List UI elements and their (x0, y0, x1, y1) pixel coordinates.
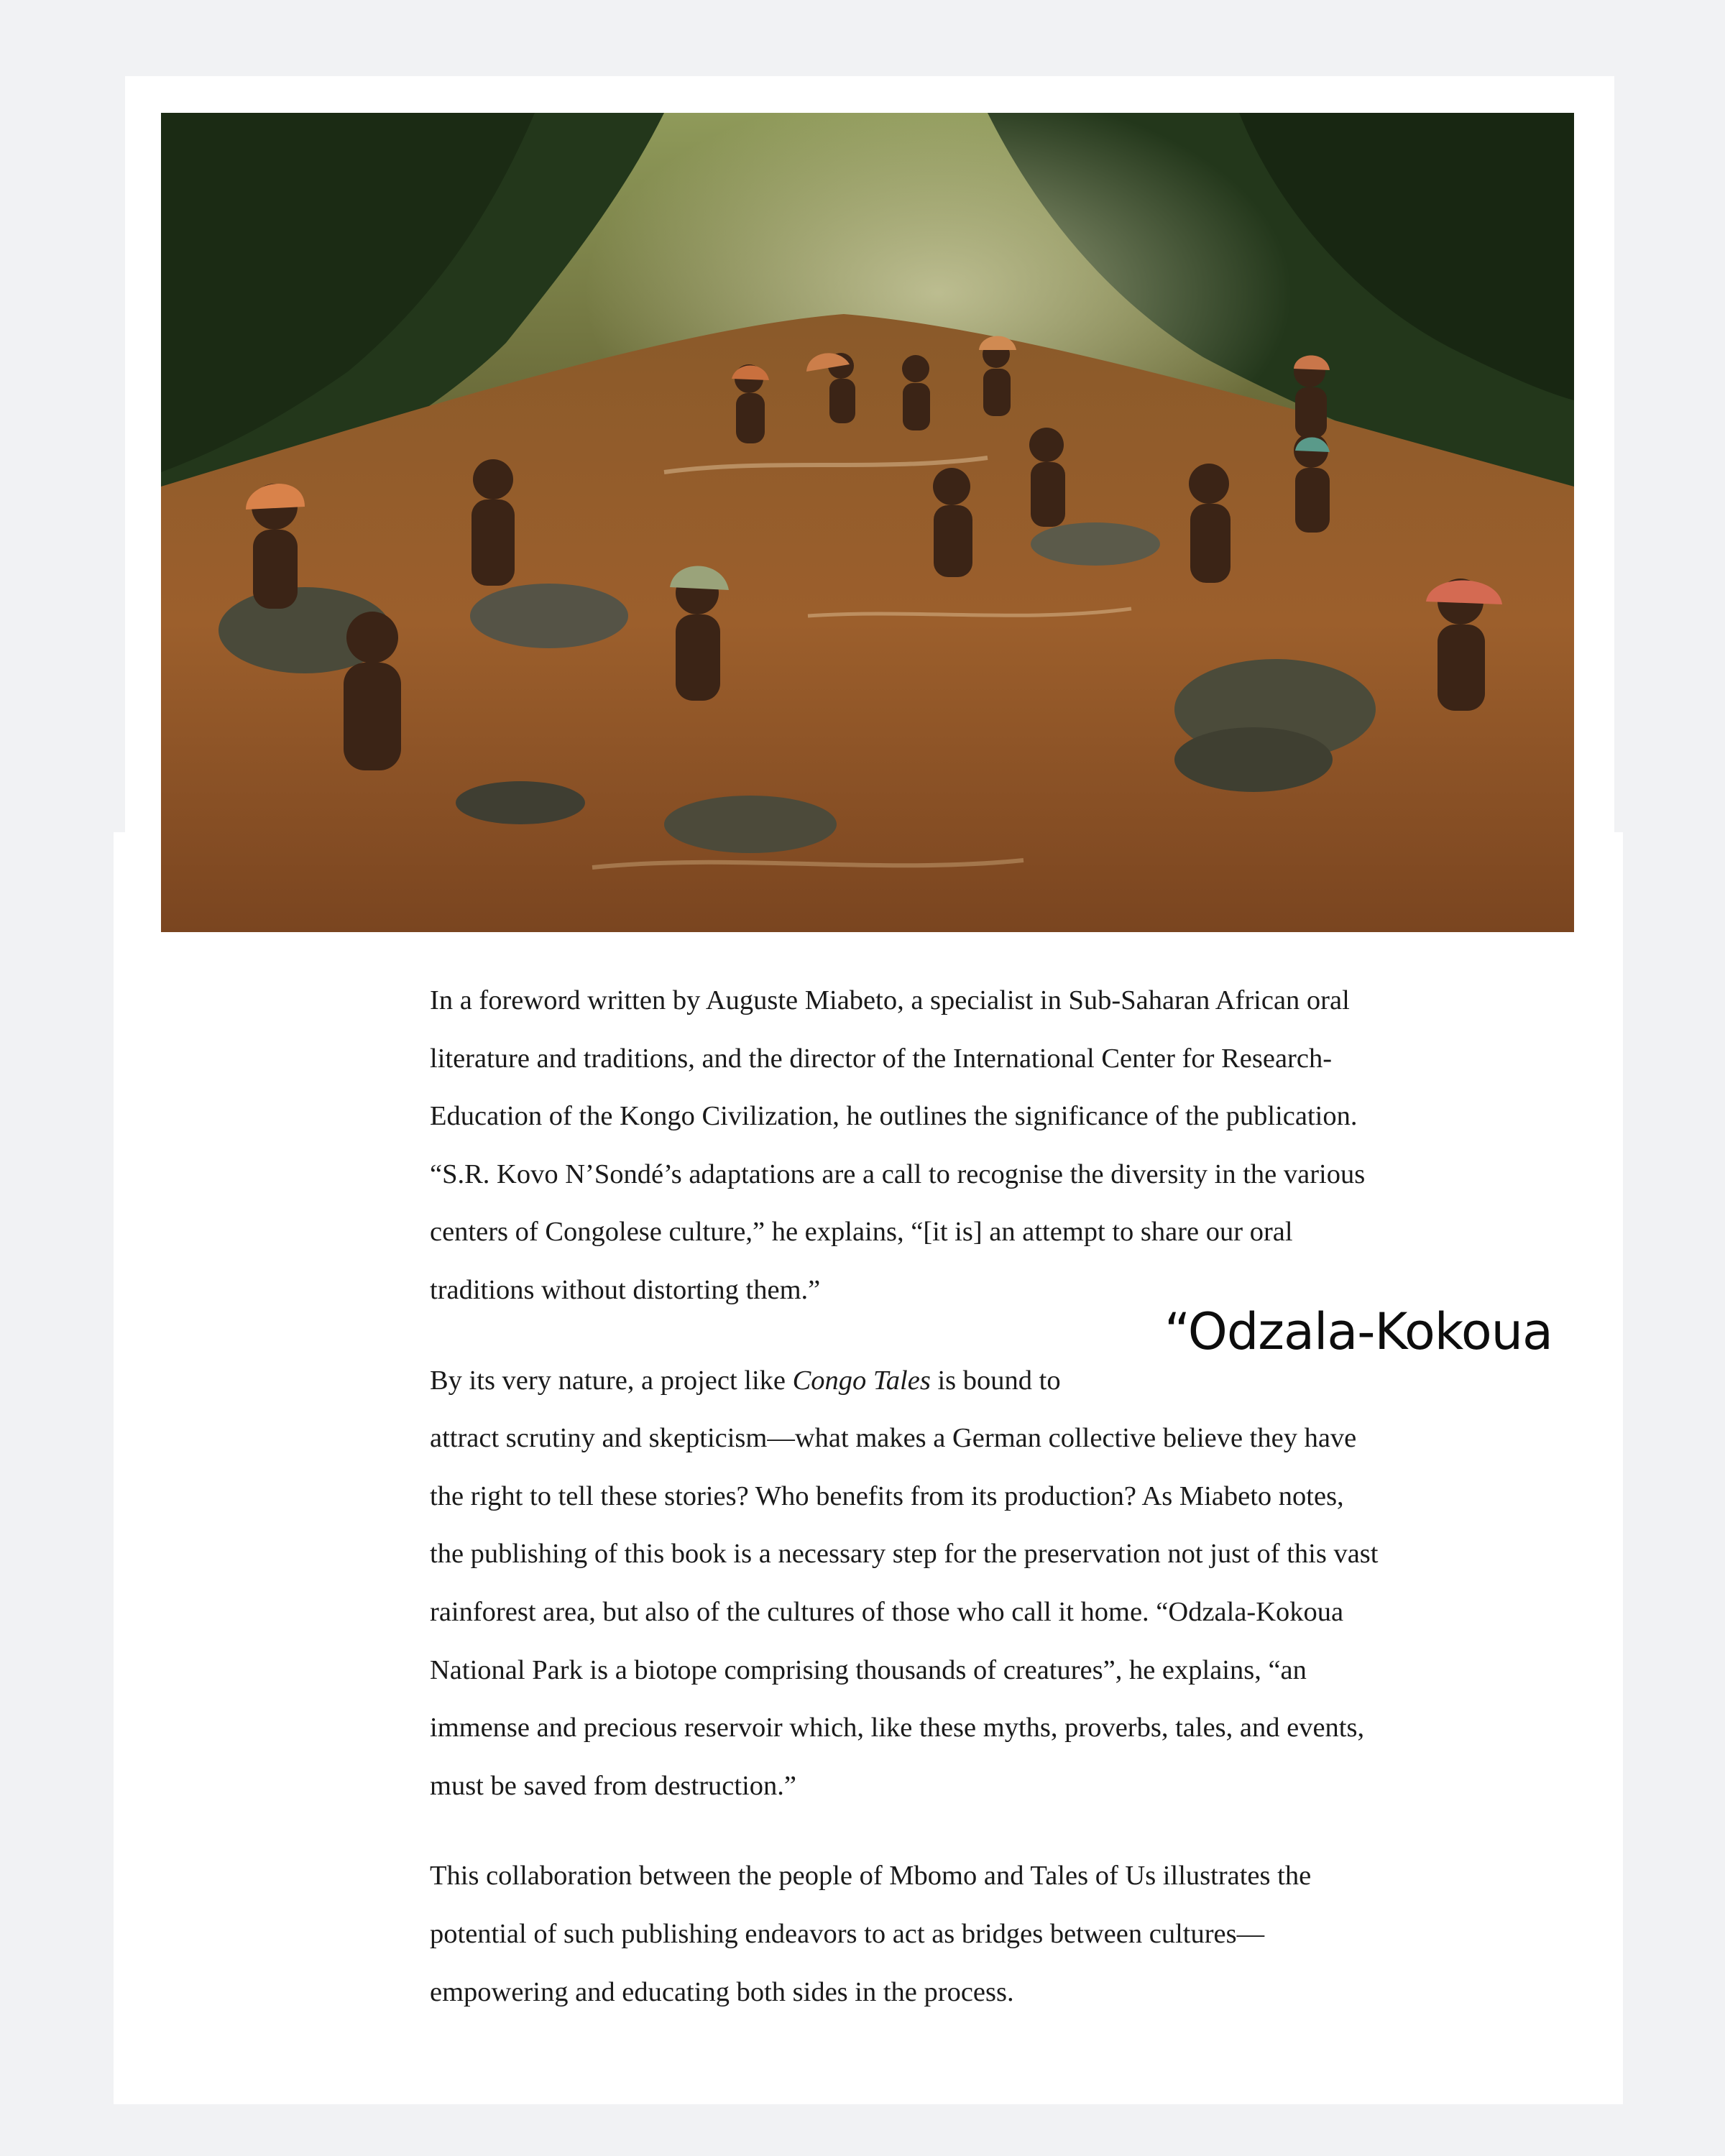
book-title: Congo Tales (792, 1365, 931, 1396)
pull-quote: “Odzala-Kokoua (1164, 1302, 1552, 1361)
paragraph-scrutiny (430, 1352, 1379, 1815)
paragraph-scrutiny-lead-end: is bound to (930, 1365, 1061, 1396)
hero-photo (161, 113, 1574, 932)
paragraph-foreword: In a foreword written by Auguste Miabeto, a specialist in Sub-Saharan African oral literature and traditions, and the director of the International Center for Research-Education of the Kongo Civilization, he outlines the significance of the publication. “S.R. Kovo N’Sondé’s adaptations are a call to recognise the diversity in the various centers of Congolese culture,” he explains, “[it is] an attempt to share our oral traditions without distorting them.” (430, 985, 1366, 1305)
article-body (430, 972, 1379, 2053)
paragraph-collaboration: This collaboration between the people of Mbomo and Tales of Us illustrates the potential of such publishing endeavors to act as bridges between cultures—empowering and educating both sides in the process. (430, 1861, 1312, 2007)
paragraph-scrutiny-body: attract scrutiny and skepticism—what makes a German collective believe they have the right to tell these stories? Who benefits from its production? As Miabeto notes, the publishing of this book is a necessary step for the preservation not just of this vast rainforest area, but also of the cultures of those who call it home. “Odzala-Kokoua National Park is a biotope comprising thousands of creatures”, he explains, “an immense and precious reservoir which, like these myths, proverbs, tales, and events, must be saved from destruction.” (430, 1423, 1379, 1801)
paragraph-scrutiny-lead: By its very nature, a project like (430, 1365, 793, 1396)
